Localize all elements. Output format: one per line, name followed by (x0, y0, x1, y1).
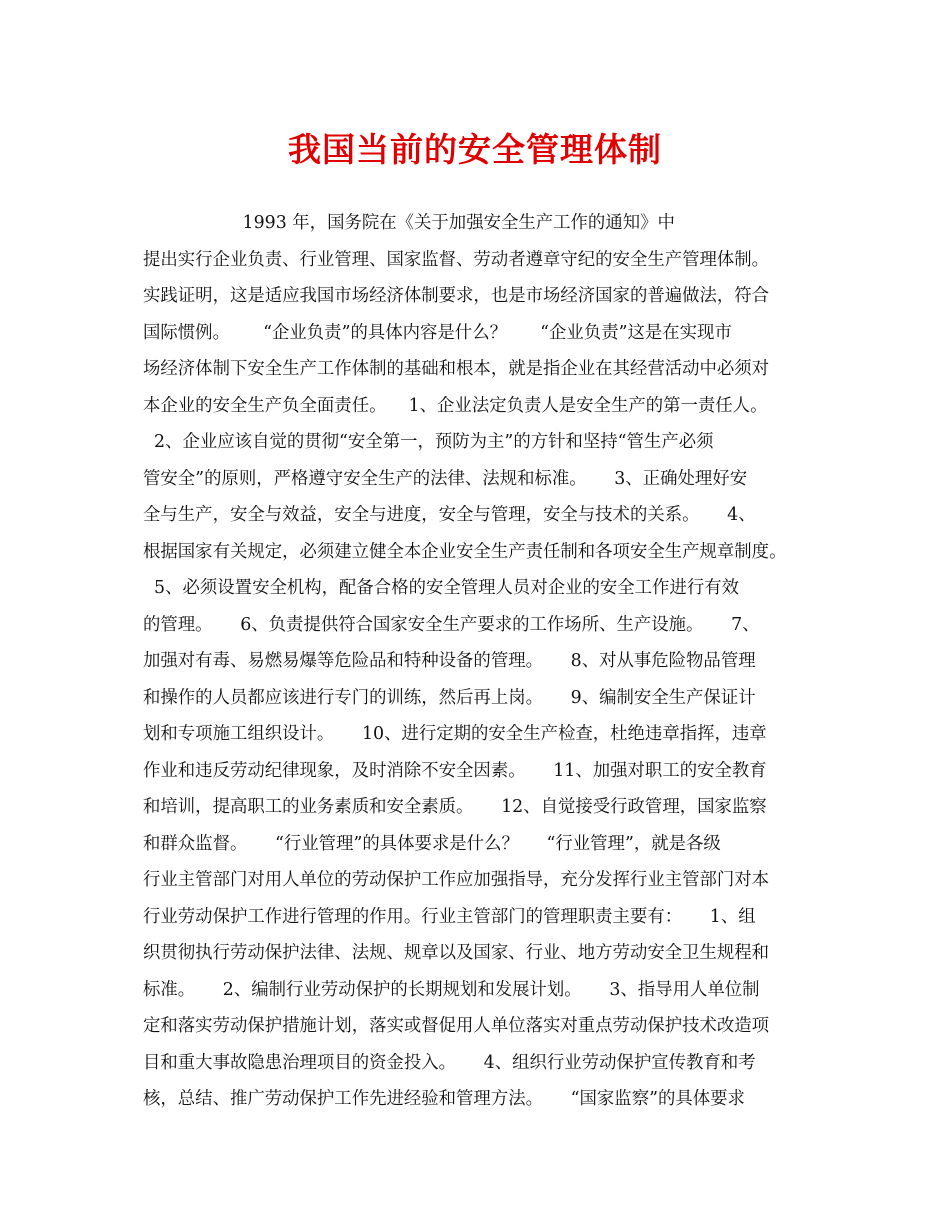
document-body (143, 205, 823, 1118)
body-text-line: 场经济体制下安全生产工作体制的基础和根本，就是指企业在其经营活动中必须对 (143, 359, 770, 379)
body-text-line: 标准。 2、编制行业劳动保护的长期规划和发展计划。 3、指导用人单位制 (143, 979, 760, 1000)
body-text-line: 织贯彻执行劳动保护法律、法规、规章以及国家、行业、地方劳动安全卫生规程和 (143, 943, 770, 963)
body-text-line: 提出实行企业负责、行业管理、国家监督、劳动者遵章守纪的安全生产管理体制。 (143, 249, 770, 270)
body-text-line: 和培训，提高职工的业务素质和安全素质。 12、自觉接受行政管理，国家监察 (143, 797, 767, 817)
body-text-line: 作业和违反劳动纪律现象，及时消除不安全因素。 11、加强对职工的安全教育 (143, 760, 767, 781)
body-text-line: 核，总结、推广劳动保护工作先进经验和管理方法。 “国家监察”的具体要求 (143, 1089, 745, 1109)
body-text-line: 全与生产，安全与效益，安全与进度，安全与管理，安全与技术的关系。 4、 (143, 505, 756, 525)
body-text-line: 行业主管部门对用人单位的劳动保护工作应加强指导，充分发挥行业主管部门对本 (143, 870, 770, 890)
body-text-line: 和操作的人员都应该进行专门的训练，然后再上岗。 9、编制安全生产保证计 (143, 687, 756, 708)
body-text-line: 5、必须设置安全机构，配备合格的安全管理人员对企业的安全工作进行有效 (143, 578, 740, 598)
body-text-line: 根据国家有关规定，必须建立健全本企业安全生产责任制和各项安全生产规章制度。 (143, 541, 787, 562)
body-text-line: 2、企业应该自觉的贯彻“安全第一，预防为主”的方针和坚持“管生产必须 (143, 432, 714, 452)
body-text-line: 行业劳动保护工作进行管理的作用。行业主管部门的管理职责主要有： 1、组 (143, 906, 756, 927)
body-text-line: 实践证明，这是适应我国市场经济体制要求，也是市场经济国家的普遍做法，符合 (143, 286, 770, 306)
body-text-line: 加强对有毒、易燃易爆等危险品和特种设备的管理。 8、对从事危险物品管理 (143, 651, 756, 671)
body-text-line: 划和专项施工组织设计。 10、进行定期的安全生产检查，杜绝违章指挥，违章 (143, 724, 767, 744)
body-text-line: 国际惯例。 “企业负责”的具体内容是什么？ “企业负责”这是在实现市 (143, 322, 732, 343)
body-text-line: 目和重大事故隐患治理项目的资金投入。 4、组织行业劳动保护宣传教育和考 (143, 1052, 756, 1073)
body-text-line: 定和落实劳动保护措施计划，落实或督促用人单位落实对重点劳动保护技术改造项 (143, 1016, 770, 1036)
body-text-line: 管安全”的原则，严格遵守安全生产的法律、法规和标准。 3、正确处理好安 (143, 468, 748, 489)
body-text-line: 本企业的安全生产负全面责任。 1、企业法定负责人是安全生产的第一责任人。 (143, 395, 768, 416)
body-text-line: 1993 年，国务院在《关于加强安全生产工作的通知》中 (143, 213, 675, 233)
body-text-line: 的管理。 6、负责提供符合国家安全生产要求的工作场所、生产设施。 7、 (143, 614, 760, 635)
body-text-line: 和群众监督。 “行业管理”的具体要求是什么？ “行业管理”，就是各级 (143, 833, 721, 854)
document-title: 我国当前的安全管理体制 (288, 130, 662, 169)
